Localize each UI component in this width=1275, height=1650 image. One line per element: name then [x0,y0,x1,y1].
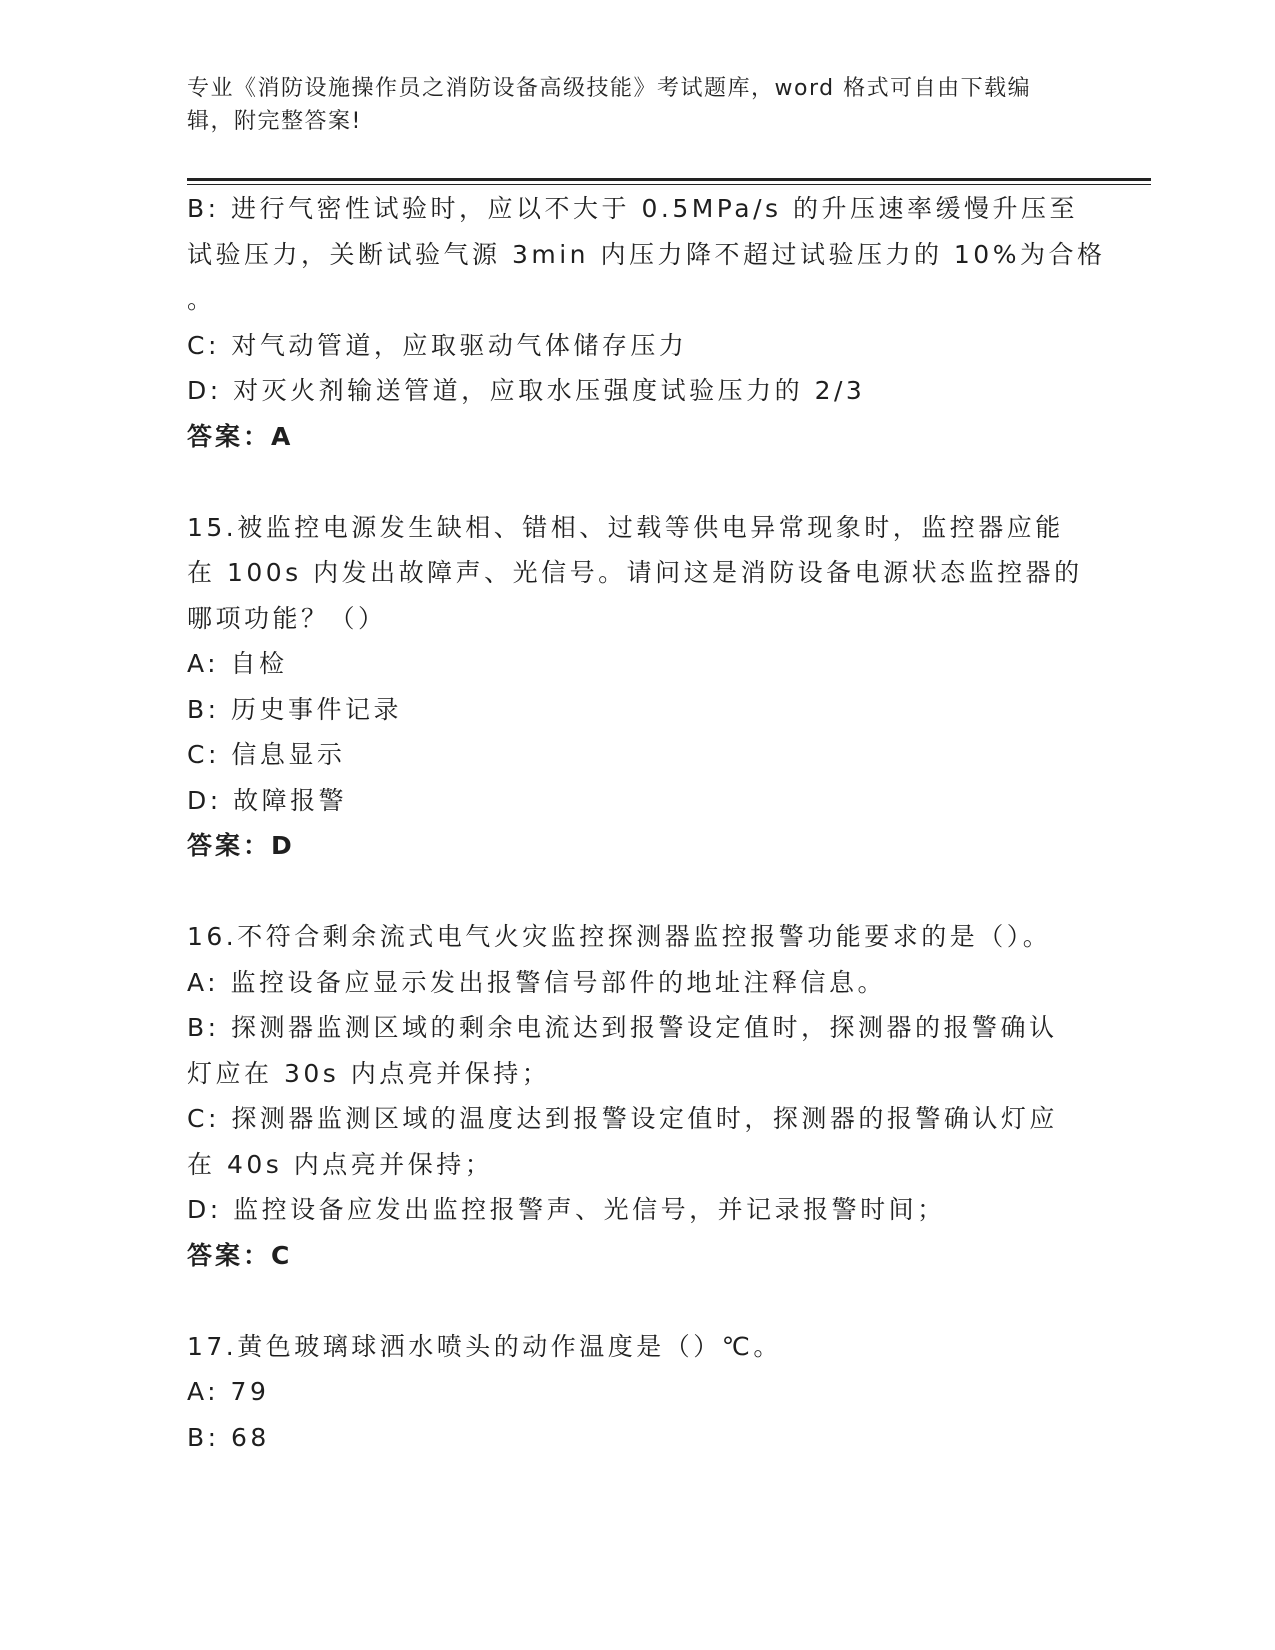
question-15 [187,505,1083,869]
header-divider-thick [187,178,1151,181]
question-stem-line-3: 哪项功能？（） [187,603,387,633]
option-d: D: 故障报警 [187,785,348,815]
option-c: C: 对气动管道，应取驱动气体储存压力 [187,330,688,360]
option-b-line-2: 试验压力，关断试验气源 3min 内压力降不超过试验压力的 10%为合格 [187,239,1106,269]
option-c-line-2: 在 40s 内点亮并保持； [187,1149,494,1179]
answer: 答案：C [187,1240,293,1270]
option-b-line-3: 。 [187,285,216,314]
option-c: C: 信息显示 [187,740,346,769]
question-stem-line-1: 17.黄色玻璃球洒水喷头的动作温度是（）℃。 [187,1331,782,1361]
option-b-line-2: 灯应在 30s 内点亮并保持； [187,1058,551,1088]
question-stem-line-1: 15.被监控电源发生缺相、错相、过载等供电异常现象时，监控器应能 [187,512,1064,542]
spacer [187,869,1077,915]
option-c-line-1: C: 探测器监测区域的温度达到报警设定值时，探测器的报警确认灯应 [187,1104,1058,1133]
answer: 答案：D [187,831,295,860]
spacer [187,459,1077,505]
answer: 答案：A [187,421,294,451]
option-a: A: 79 [187,1377,270,1406]
option-b-line-1: B: 进行气密性试验时，应以不大于 0.5MPa/s 的升压速率缓慢升压至 [187,194,1078,223]
question-stem-line-1: 16.不符合剩余流式电气火灾监控探测器监控报警功能要求的是（）。 [187,922,1052,951]
page-header [187,72,1087,138]
question-17 [187,1324,1077,1461]
option-b: B: 68 [187,1422,270,1452]
header-line-1: 专业《消防设施操作员之消防设备高级技能》考试题库，word 格式可自由下载编 [187,76,1032,101]
option-b-line-1: B: 探测器监测区域的剩余电流达到报警设定值时，探测器的报警确认 [187,1013,1058,1042]
question-14-continued [187,186,1106,459]
header-line-2: 辑，附完整答案! [187,109,362,134]
spacer [187,1278,1077,1324]
option-b: B: 历史事件记录 [187,694,403,724]
option-a: A: 监控设备应显示发出报警信号部件的地址注释信息。 [187,967,887,997]
option-d: D: 对灭火剂输送管道，应取水压强度试验压力的 2/3 [187,376,866,405]
header-divider-thin [187,184,1151,185]
option-d: D: 监控设备应发出监控报警声、光信号，并记录报警时间； [187,1195,946,1224]
question-16 [187,914,1077,1278]
document-body [187,186,1106,1460]
option-a: A: 自检 [187,649,288,678]
question-stem-line-2: 在 100s 内发出故障声、光信号。请问这是消防设备电源状态监控器的 [187,558,1083,587]
